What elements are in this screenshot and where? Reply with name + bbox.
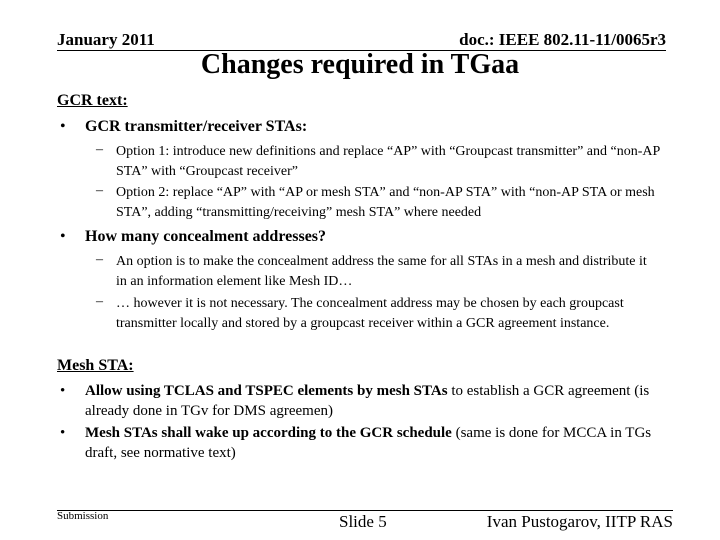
- gcr-option-2: [116, 183, 681, 223]
- dash-icon: –: [96, 142, 103, 157]
- gcr-concealment-note: … however it is not necessary. The concealment address may be chosen by each groupcast transmitter locally and stored by a groupcast receiver within a GCR agreement instance.: [116, 296, 624, 331]
- dash-icon: –: [96, 252, 103, 267]
- gcr-bullet-concealment: How many concealment addresses?: [85, 228, 327, 245]
- bullet-icon: •: [60, 118, 66, 135]
- dash-icon: –: [96, 183, 103, 198]
- mesh-heading: Mesh STA:: [57, 357, 134, 374]
- gcr-option-1: [116, 142, 676, 182]
- dash-icon: –: [96, 294, 103, 309]
- mesh-bullet-tclas-bold: Allow using TCLAS and TSPEC elements by mesh STAs: [85, 383, 448, 399]
- gcr-concealment-option: An option is to make the concealment address the same for all STAs in a mesh and distribute it in an information element like Mesh ID…: [116, 254, 647, 289]
- bullet-icon: •: [60, 228, 66, 245]
- footer-rule: [57, 510, 673, 511]
- mesh-bullet-wakeup: [85, 423, 655, 463]
- footer-author: Ivan Pustogarov, IITP RAS: [486, 512, 673, 531]
- mesh-bullet-tclas: [85, 381, 665, 421]
- mesh-bullet-tclas-rest: to establish a GCR agreement (is already done in TGv for DMS agreemen): [85, 383, 650, 419]
- page-title: Changes required in TGaa: [200, 49, 520, 80]
- option-1-label: Option 1: [116, 144, 166, 159]
- header-date: January 2011: [57, 30, 155, 49]
- footer-submission: Submission: [57, 510, 109, 522]
- gcr-heading: GCR text:: [57, 92, 128, 109]
- gcr-bullet-transmitter: GCR transmitter/receiver STAs:: [85, 118, 308, 135]
- option-2-label: Option 2: [116, 185, 166, 200]
- option-2-text: : replace “AP” with “AP or mesh STA” and “non-AP STA” with “non-AP STA or mesh STA”, adding “transmitting/receiving” mesh STA” where needed: [116, 185, 655, 220]
- bullet-icon: •: [60, 383, 66, 399]
- mesh-bullet-wakeup-rest: (same is done for MCCA in TGs draft, see normative text): [85, 425, 652, 461]
- footer-slide-number: Slide 5: [339, 512, 387, 531]
- mesh-bullet-wakeup-bold: Mesh STAs shall wake up according to the GCR schedule: [85, 425, 452, 441]
- header-doc-id: doc.: IEEE 802.11-11/0065r3: [459, 30, 666, 49]
- bullet-icon: •: [60, 425, 66, 441]
- option-1-text: : introduce new definitions and replace “AP” with “Groupcast transmitter” and “non-AP STA” with “Groupcast receiver”: [116, 144, 660, 179]
